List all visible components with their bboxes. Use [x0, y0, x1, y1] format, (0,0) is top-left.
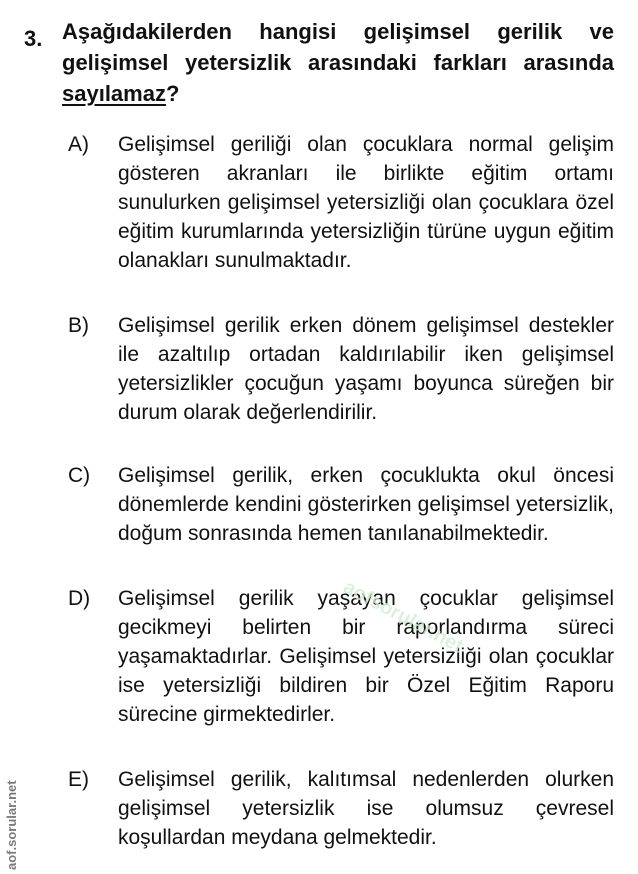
- question-stem: [62, 16, 614, 109]
- option-c-text: Gelişimsel gerilik, erken çocuklukta okul öncesi dönemlerde kendini gösterirken gelişimsel yetersizlik, doğum sonrasında hemen tanılanabilmektedir.: [118, 464, 614, 545]
- option-e-letter: E): [68, 768, 89, 791]
- stem-text: Aşağıdakilerden hangisi gelişimsel gerilik ve gelişimsel yetersizlik arasındaki farkları arasında: [62, 19, 614, 75]
- option-d-letter: D): [68, 587, 91, 610]
- option-e-text: Gelişimsel gerilik, kalıtımsal nedenlerden olurken gelişimsel yetersizlik ise olumsuz çevresel koşullardan meydana gelmektedir.: [118, 768, 614, 849]
- watermark-center: aofsorular.net: [339, 576, 467, 658]
- watermark-side: aof.sorular.net: [4, 780, 19, 870]
- question-number: 3.: [24, 26, 43, 51]
- stem-question-mark: ?: [165, 81, 180, 106]
- option-b-letter: B): [68, 314, 89, 337]
- option-c-letter: C): [68, 464, 91, 487]
- option-d-text: Gelişimsel gerilik yaşayan çocuklar gelişimsel gecikmeyi belirten bir raporlandırma süreci yaşamaktadırlar. Gelişimsel yetersizliği olan çocuklar ise yetersizliği bildiren bir Özel Eğitim Raporu sürecine girmektedirler.: [118, 587, 614, 726]
- option-a-text: Gelişimsel geriliği olan çocuklara normal gelişim gösteren akranları ile birlikte eğitim ortamı sunulurken gelişimsel yetersizliği olan çocuklara özel eğitim kurumlarında yetersizliğin türüne uygun eğitim olanakları sunulmaktadır.: [118, 133, 614, 272]
- stem-emphasis: sayılamaz: [62, 81, 166, 106]
- option-b-text: Gelişimsel gerilik erken dönem gelişimsel destekler ile azaltılıp ortadan kaldırılabilir iken gelişimsel yetersizlikler çocuğun yaşamı boyunca süreğen bir durum olarak değerlendirilir.: [118, 314, 614, 424]
- option-a-letter: A): [68, 133, 89, 156]
